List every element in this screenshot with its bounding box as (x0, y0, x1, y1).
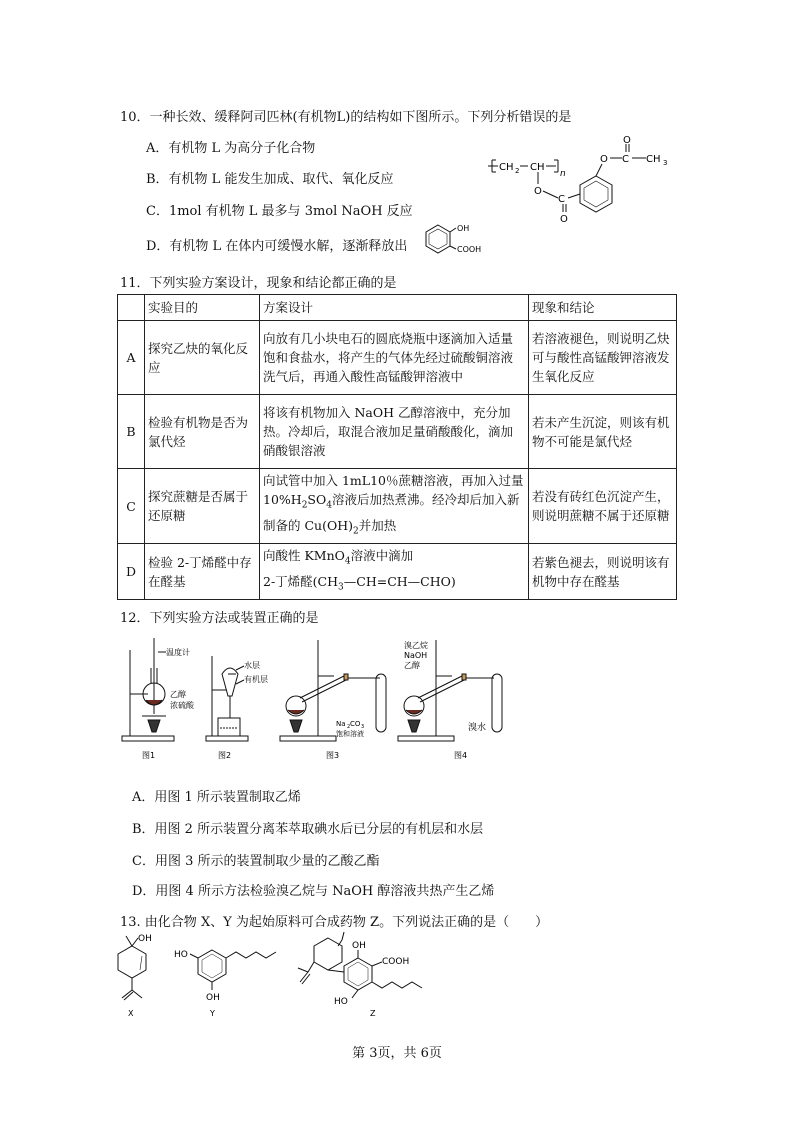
q10-option-c: C．1mol 有机物 L 最多与 3mol NaOH 反应 (146, 204, 413, 219)
svg-text:n: n (560, 169, 566, 179)
header-purpose: 实验目的 (145, 295, 260, 321)
polymer-l-structure (488, 134, 688, 224)
q13-stem: 13. 由化合物 X、Y 为起始原料可合成药物 Z。下列说法正确的是（ ） (120, 915, 549, 930)
svg-text:O: O (534, 186, 542, 197)
svg-text:Z: Z (370, 1009, 376, 1018)
svg-text:COOH: COOH (382, 957, 410, 967)
q12-stem: 12．下列实验方法或装置正确的是 (120, 611, 319, 626)
svg-text:温度计: 温度计 (166, 648, 190, 657)
header-design: 方案设计 (260, 295, 529, 321)
svg-text:图2: 图2 (218, 751, 232, 760)
svg-text:图3: 图3 (326, 751, 340, 760)
svg-text:HO: HO (334, 997, 348, 1007)
q12-option-c: C．用图 3 所示的装置制取少量的乙酸乙酯 (132, 854, 380, 869)
svg-text:饱和溶液: 饱和溶液 (336, 730, 364, 738)
svg-text:乙醇: 乙醇 (404, 661, 420, 670)
svg-text:OH: OH (206, 993, 220, 1003)
svg-text:溴乙烷: 溴乙烷 (404, 641, 428, 650)
svg-text:NaOH: NaOH (404, 651, 428, 660)
q10-option-d: D．有机物 L 在体内可缓慢水解，逐渐释放出 (146, 239, 408, 254)
svg-text:图1: 图1 (142, 751, 156, 760)
table-header-row (118, 295, 677, 321)
svg-text:3: 3 (663, 159, 668, 167)
svg-text:2: 2 (347, 724, 351, 730)
q12-option-a: A．用图 1 所示装置制取乙烯 (132, 790, 301, 805)
svg-text:C: C (622, 154, 629, 165)
svg-text:X: X (128, 1009, 134, 1018)
compound-x (118, 936, 146, 1000)
table-row: D 检验 2-丁烯醛中存在醛基 向酸性 KMnO$_4$溶液中滴加 2-丁烯醛$(CH_3—CH=CH—CHO)$ 若紫色褪去，则说明该有机物中存在醛基 (118, 544, 677, 600)
header-result: 现象和结论 (529, 295, 677, 321)
q10-option-a: A．有机物 L 为高分子化合物 (146, 141, 316, 156)
svg-text:3: 3 (361, 724, 365, 730)
salicylic-acid-structure (418, 222, 508, 256)
apparatus-fig3 (280, 640, 386, 741)
q11-table (117, 294, 677, 600)
svg-text:OH: OH (352, 941, 366, 951)
svg-text:CH: CH (530, 162, 545, 173)
svg-text:HO: HO (174, 950, 188, 960)
q12-option-d: D．用图 4 所示方法检验溴乙烷与 NaOH 醇溶液共热产生乙烯 (132, 884, 495, 899)
svg-text:浓硫酸: 浓硫酸 (170, 701, 194, 710)
q12-option-b: B．用图 2 所示装置分离苯萃取碘水后已分层的有机层和水层 (132, 822, 484, 837)
svg-text:O: O (623, 135, 631, 146)
svg-text:乙醇: 乙醇 (170, 690, 186, 699)
page-footer: 第 3页，共 6页 (352, 1046, 442, 1061)
svg-text:O: O (600, 154, 608, 165)
svg-text:2: 2 (515, 167, 520, 175)
table-row: C 探究蔗糖是否属于还原糖 向试管中加入 1mL10％蔗糖溶液，再加入过量 $10\%H_2SO_4$溶液后加热煮沸。经冷却后加入新制备的 $Cu(OH)_2$并加热 若没有砖红色沉淀产生，则说明蔗糖不属于还原糖 (118, 469, 677, 544)
svg-text:Na: Na (336, 720, 346, 728)
svg-text:溴水: 溴水 (468, 723, 487, 733)
table-row: B 检验有机物是否为氯代烃 将该有机物加入 NaOH 乙醇溶液中，充分加热。冷却后，取混合液加足量硝酸酸化，滴加硝酸银溶液 若未产生沉淀，则该有机物不可能是氯代烃 (118, 395, 677, 469)
svg-text:OH: OH (138, 934, 152, 944)
svg-text:有机层: 有机层 (244, 675, 268, 684)
q12-apparatus-figures (118, 634, 518, 766)
svg-text:CH: CH (646, 154, 661, 165)
compound-y (190, 950, 276, 990)
svg-text:C: C (558, 194, 565, 205)
apparatus-fig2 (206, 656, 248, 741)
salicylic-oh-label: OH (457, 224, 470, 233)
svg-text:水层: 水层 (244, 661, 260, 670)
svg-text:O: O (560, 214, 568, 224)
salicylic-cooh-label: COOH (457, 245, 482, 254)
svg-text:CH: CH (499, 162, 514, 173)
svg-text:CO: CO (350, 720, 361, 728)
q13-structures (112, 928, 572, 1020)
q10-option-b: B．有机物 L 能发生加成、取代、氧化反应 (146, 172, 394, 187)
table-row: A 探究乙炔的氧化反应 向放有几小块电石的圆底烧瓶中逐滴加入适量饱和食盐水，将产生的气体先经过硫酸铜溶液洗气后，再通入酸性高锰酸钾溶液中 若溶液褪色，则说明乙炔可与酸性高锰酸钾溶液发生氧化反应 (118, 321, 677, 395)
svg-text:Y: Y (210, 1009, 215, 1018)
q10-stem: 10．一种长效、缓释阿司匹林(有机物L)的结构如下图所示。下列分析错误的是 (120, 110, 572, 125)
svg-text:图4: 图4 (454, 751, 468, 760)
q11-stem: 11．下列实验方案设计，现象和结论都正确的是 (120, 276, 397, 291)
